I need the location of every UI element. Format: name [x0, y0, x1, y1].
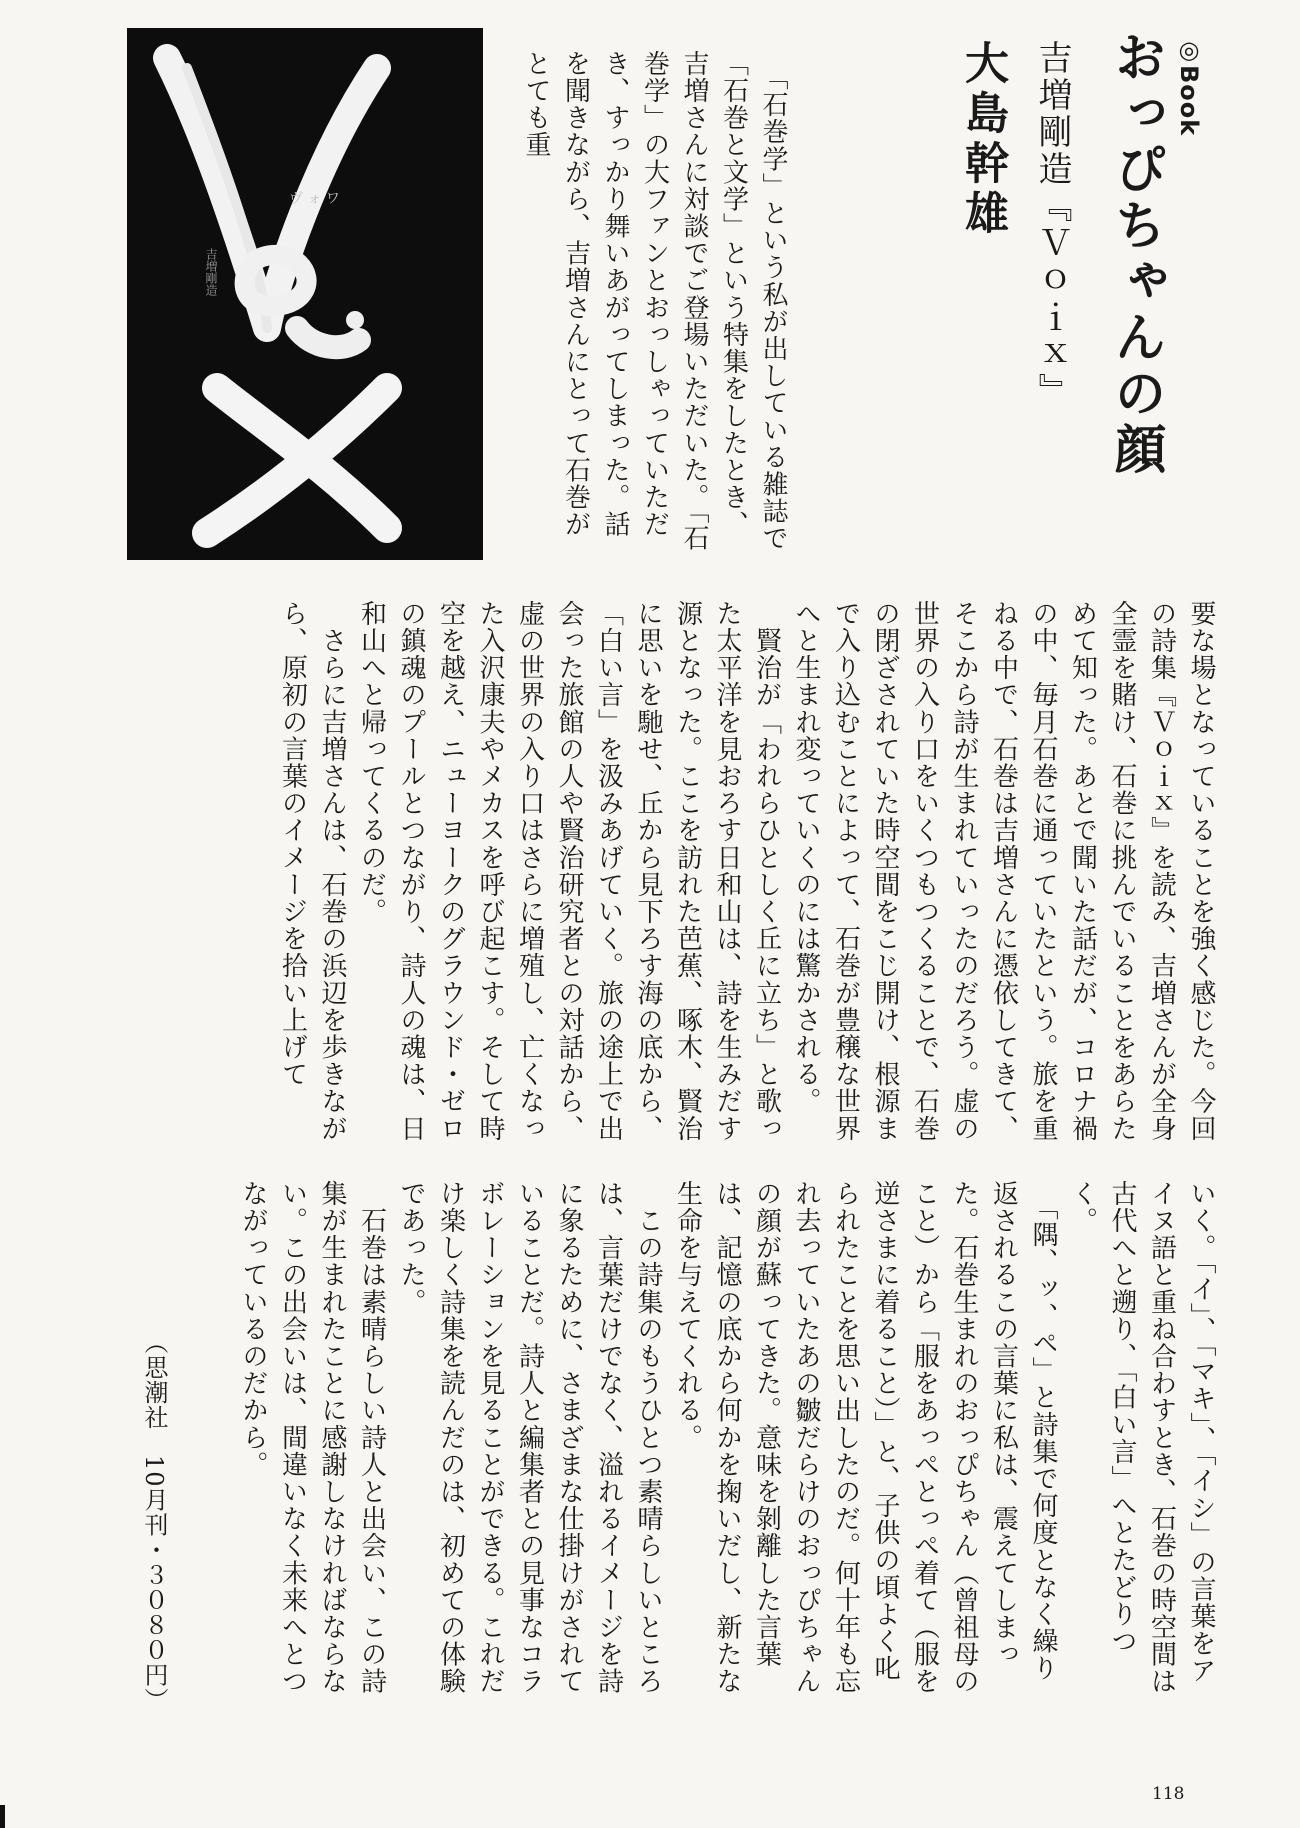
book-cover-image: [127, 28, 483, 560]
section-mark: ◎Book: [1175, 36, 1203, 137]
body-column-middle: 要な場となっていることを強く感じた。今回の詩集『Ｖｏｉｘ』を読み、吉増さんが全身全霊を賭け、石巻に挑んでいることをあらためて知った。あとで聞いた話だが、コロナ禍の中、毎月石巻に通っていたという。旅を重ねる中で、石巻は吉増さんに憑依してきて、そこから詩が生まれていったのだろう。虚の世界の入り口をいくつもつくることで、石巻の閉ざされていた時空間をこじ開け、根源まで入り込むことによって、石巻が豊穣な世界へと生まれ変っていくのには驚かされる。 賢治が「われらひとしく丘に立ち」と歌った太平洋を見おろす日和山は、詩を生みだす源となった。ここを訪れた芭蕉、啄木、賢治に思いを馳せ、丘から見下ろす海の底から、「白い言」を汲みあげていく。旅の途上で出会った旅館の人や賢治研究者との対話から、虚の世界の入り口はさらに増殖し、亡くなった入沢康夫やメカスを呼び起こす。そして時空を越え、ニューヨークのグラウンド・ゼロの鎮魂のプールとつながり、詩人の魂は、日和山へと帰ってくるのだ。 さらに吉増さんは、石巻の浜辺を歩きながら、原初の言葉のイメージを拾い上げて: [277, 600, 1216, 1142]
body-column-bottom: いく。「イ」、「マキ」、「イシ」の言葉をアイヌ語と重ね合わすとき、石巻の時空間は古代へと遡り、「白い言」へとたどりつく。 「隅、ッ、ペ」と詩集で何度となく繰り返されるこの言葉に私は、震えてしまった。石巻生まれのおっぴちゃん（曾祖母のこと）から「服をあっぺとっぺ着て（服を逆さまに着ること）」と、子供の頃よく叱られたことを思い出したのだ。何十年も忘れ去っていたあの皺だらけのおっぴちゃんの顔が蘇ってきた。意味を剝離した言葉は、記憶の底から何かを掬いだし、新たな生命を与えてくれる。 この詩集のもうひとつ素晴らしいところは、言葉だけでなく、溢れるイメージを詩に象るために、さまざまな仕掛けがされていることだ。詩人と編集者との見事なコラボレーションを見ることができる。これだけ楽しく詩集を読んだのは、初めての体験であった。 石巻は素晴らしい詩人と出会い、この詩集が生まれたことに感謝しなければならない。この出会いは、間違いなく未来へとつながっているのだから。: [238, 1180, 1216, 1695]
svg-text:ヴ ォ ワ: ヴ ォ ワ: [289, 191, 340, 207]
book-subtitle: 吉増剛造『Ｖｏｉｘ』: [1032, 40, 1072, 410]
svg-text:吉増剛造: 吉増剛造: [204, 248, 218, 296]
page-number: 118: [1152, 1784, 1185, 1804]
publisher-credit: （思潮社 10月刊・３０８０円）: [140, 1330, 168, 1713]
article-title: おっぴちゃんの顔: [1105, 30, 1166, 478]
author-name: 大島幹雄: [957, 40, 1008, 240]
body-column-top: 「石巻学」という私が出している雑誌で「石巻と文学」という特集をしたとき、吉増さんに対談でご登場いただいた。「石巻学」の大ファンとおっしゃっていただき、すっかり舞いあがってしまった。話を聞きながら、吉増さんにとって石巻がとても重: [521, 50, 788, 552]
cover-lettering: [127, 28, 483, 560]
crop-mark: [0, 1805, 5, 1828]
